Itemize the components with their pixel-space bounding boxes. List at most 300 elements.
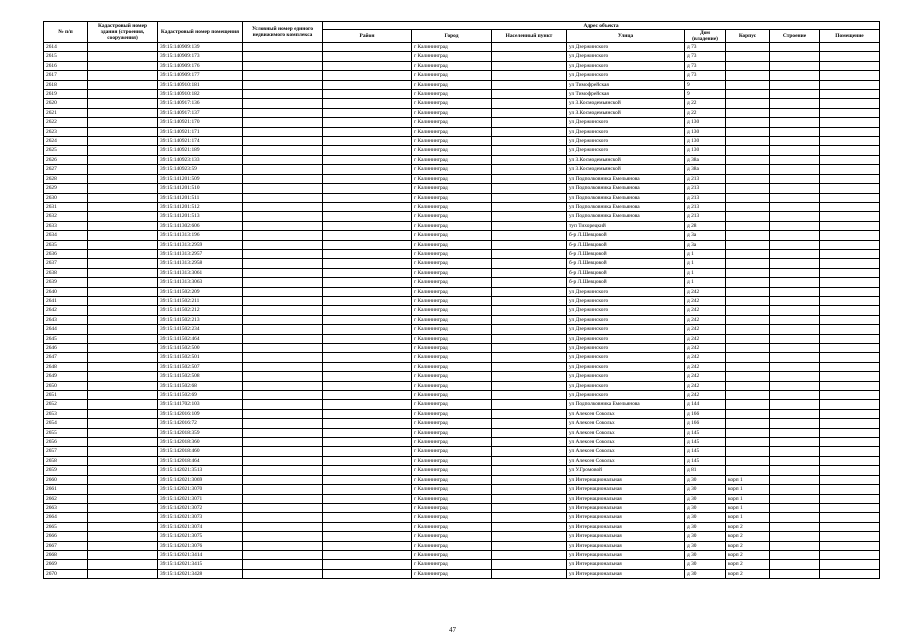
cell-city: г Калининград (412, 503, 492, 512)
cell-street: ул Дзержинского (567, 137, 685, 146)
cell-number: 2642 (44, 306, 88, 315)
cell-settlement (492, 221, 567, 230)
cell-premise-cadastral: 39:15:141302:606 (158, 221, 243, 230)
cell-stroenie (770, 372, 820, 381)
cell-room (820, 90, 880, 99)
table-row (44, 137, 880, 146)
cell-building-cadastral (88, 52, 158, 61)
cell-city: г Калининград (412, 90, 492, 99)
cell-number: 2633 (44, 221, 88, 230)
cell-conditional-number (243, 381, 323, 390)
cell-conditional-number (243, 52, 323, 61)
cell-stroenie (770, 259, 820, 268)
cell-premise-cadastral: 39:15:141502:212 (158, 306, 243, 315)
cell-street: ул Дзержинского (567, 287, 685, 296)
cell-conditional-number (243, 503, 323, 512)
cell-settlement (492, 315, 567, 324)
cell-korpus (726, 353, 770, 362)
cell-room (820, 259, 880, 268)
cell-number: 2640 (44, 287, 88, 296)
cell-city: г Калининград (412, 174, 492, 183)
cell-stroenie (770, 127, 820, 136)
cell-building-cadastral (88, 202, 158, 211)
cell-number: 2651 (44, 391, 88, 400)
cell-settlement (492, 419, 567, 428)
cell-premise-cadastral: 39:15:141502:507 (158, 362, 243, 371)
table-row (44, 362, 880, 371)
cell-city: г Калининград (412, 306, 492, 315)
cell-conditional-number (243, 485, 323, 494)
cell-premise-cadastral: 39:15:142016:72 (158, 419, 243, 428)
cell-korpus (726, 325, 770, 334)
cell-korpus (726, 137, 770, 146)
cell-building-cadastral (88, 240, 158, 249)
cell-settlement (492, 174, 567, 183)
cell-house: д 213 (685, 193, 726, 202)
cell-city: г Калининград (412, 315, 492, 324)
cell-number: 2662 (44, 494, 88, 503)
cell-street: ул Дзержинского (567, 52, 685, 61)
cell-stroenie (770, 155, 820, 164)
cell-street: ул Подполковника Емельянова (567, 174, 685, 183)
header-premise-cadastral: Кадастровый номер помещения (158, 22, 243, 43)
cell-house: д 213 (685, 212, 726, 221)
table-row (44, 202, 880, 211)
cell-district (323, 221, 412, 230)
cell-premise-cadastral: 39:15:141313:196 (158, 231, 243, 240)
cell-premise-cadastral: 39:15:142021:3075 (158, 532, 243, 541)
cell-stroenie (770, 447, 820, 456)
cell-street: ул Интернациональная (567, 569, 685, 578)
cell-district (323, 90, 412, 99)
cell-district (323, 43, 412, 52)
cell-city: г Калининград (412, 155, 492, 164)
cell-stroenie (770, 71, 820, 80)
cell-building-cadastral (88, 372, 158, 381)
cell-street: ул Дзержинского (567, 296, 685, 305)
cell-premise-cadastral: 39:15:142021:3415 (158, 560, 243, 569)
cell-street: ул Дзержинского (567, 344, 685, 353)
cell-building-cadastral (88, 344, 158, 353)
cell-room (820, 268, 880, 277)
cell-stroenie (770, 240, 820, 249)
cell-premise-cadastral: 39:15:140917:136 (158, 99, 243, 108)
cell-district (323, 108, 412, 117)
cell-settlement (492, 494, 567, 503)
cell-premise-cadastral: 39:15:142018:460 (158, 447, 243, 456)
cell-street: ул У.Громовой (567, 466, 685, 475)
cell-room (820, 287, 880, 296)
cell-room (820, 315, 880, 324)
cell-city: г Калининград (412, 43, 492, 52)
cell-district (323, 475, 412, 484)
cell-building-cadastral (88, 391, 158, 400)
cell-premise-cadastral: 39:15:142021:3071 (158, 494, 243, 503)
cell-conditional-number (243, 240, 323, 249)
cell-premise-cadastral: 39:15:140917:137 (158, 108, 243, 117)
cell-korpus (726, 240, 770, 249)
cell-conditional-number (243, 494, 323, 503)
cell-building-cadastral (88, 494, 158, 503)
cell-street: ул Подполковника Емельянова (567, 400, 685, 409)
cell-settlement (492, 146, 567, 155)
cell-number: 2656 (44, 438, 88, 447)
cell-building-cadastral (88, 296, 158, 305)
cell-number: 2616 (44, 61, 88, 70)
cell-conditional-number (243, 391, 323, 400)
cell-street: ул Подполковника Емельянова (567, 212, 685, 221)
cell-room (820, 456, 880, 465)
cell-number: 2650 (44, 381, 88, 390)
cell-district (323, 165, 412, 174)
cell-building-cadastral (88, 569, 158, 578)
cell-city: г Калининград (412, 391, 492, 400)
table-row (44, 409, 880, 418)
cell-building-cadastral (88, 165, 158, 174)
cell-stroenie (770, 400, 820, 409)
cell-korpus (726, 306, 770, 315)
cell-stroenie (770, 296, 820, 305)
cell-korpus: корп 1 (726, 485, 770, 494)
cell-district (323, 409, 412, 418)
cell-stroenie (770, 466, 820, 475)
cell-street: ул Интернациональная (567, 550, 685, 559)
cell-district (323, 485, 412, 494)
cell-korpus (726, 212, 770, 221)
header-building-cadastral: Кадастровый номер здания (строения, сооружения) (88, 22, 158, 43)
cell-street: ул Тимофрейская (567, 90, 685, 99)
cell-street: б-р Л.Шевцовой (567, 278, 685, 287)
cell-building-cadastral (88, 80, 158, 89)
cell-conditional-number (243, 287, 323, 296)
cell-building-cadastral (88, 193, 158, 202)
cell-number: 2614 (44, 43, 88, 52)
cell-number: 2639 (44, 278, 88, 287)
cell-korpus (726, 400, 770, 409)
cell-room (820, 522, 880, 531)
cell-settlement (492, 560, 567, 569)
header-settlement: Населенный пункт (492, 30, 567, 43)
cell-premise-cadastral: 39:15:142021:3513 (158, 466, 243, 475)
cell-korpus (726, 381, 770, 390)
cell-premise-cadastral: 39:15:141201:510 (158, 184, 243, 193)
cell-conditional-number (243, 174, 323, 183)
cell-street: ул Дзержинского (567, 381, 685, 390)
cell-street: ул Дзержинского (567, 334, 685, 343)
cell-building-cadastral (88, 503, 158, 512)
cell-settlement (492, 522, 567, 531)
cell-settlement (492, 43, 567, 52)
cell-stroenie (770, 174, 820, 183)
cell-korpus (726, 52, 770, 61)
cell-number: 2665 (44, 522, 88, 531)
table-row (44, 513, 880, 522)
cell-number: 2666 (44, 532, 88, 541)
cell-district (323, 137, 412, 146)
cell-korpus (726, 231, 770, 240)
cell-korpus: корп 2 (726, 550, 770, 559)
cell-house: д 22 (685, 99, 726, 108)
cell-house: д 30 (685, 569, 726, 578)
cell-conditional-number (243, 202, 323, 211)
cell-conditional-number (243, 353, 323, 362)
table-row (44, 315, 880, 324)
cell-city: г Калининград (412, 550, 492, 559)
cell-premise-cadastral: 39:15:140921:174 (158, 137, 243, 146)
cell-house: д 130 (685, 146, 726, 155)
cell-number: 2659 (44, 466, 88, 475)
cell-premise-cadastral: 39:15:141502:69 (158, 391, 243, 400)
cell-settlement (492, 503, 567, 512)
cell-korpus (726, 155, 770, 164)
cell-district (323, 494, 412, 503)
cell-conditional-number (243, 268, 323, 277)
header-korpus: Корпус (726, 30, 770, 43)
table-row (44, 268, 880, 277)
cell-premise-cadastral: 39:15:140909:139 (158, 43, 243, 52)
cell-conditional-number (243, 447, 323, 456)
cell-conditional-number (243, 43, 323, 52)
cell-stroenie (770, 202, 820, 211)
table-row (44, 52, 880, 61)
cell-korpus (726, 71, 770, 80)
cell-district (323, 240, 412, 249)
cell-house: д 242 (685, 391, 726, 400)
cell-street: ул Дзержинского (567, 372, 685, 381)
cell-city: г Калининград (412, 513, 492, 522)
cell-settlement (492, 541, 567, 550)
cell-premise-cadastral: 39:15:140909:173 (158, 52, 243, 61)
cell-street: ул Дзержинского (567, 61, 685, 70)
cell-premise-cadastral: 39:15:142018:464 (158, 456, 243, 465)
cell-city: г Калининград (412, 381, 492, 390)
cell-street: ул З.Космодемьянской (567, 108, 685, 117)
cell-city: г Калининград (412, 466, 492, 475)
cell-street: ул Алексея Сокольх (567, 438, 685, 447)
cell-stroenie (770, 184, 820, 193)
cell-premise-cadastral: 39:15:140910:181 (158, 80, 243, 89)
cell-district (323, 259, 412, 268)
cell-korpus (726, 118, 770, 127)
cell-street: б-р Л.Шевцовой (567, 231, 685, 240)
cell-street: ул Дзержинского (567, 43, 685, 52)
cell-street: ул Интернациональная (567, 503, 685, 512)
cell-room (820, 71, 880, 80)
cell-premise-cadastral: 39:15:142021:3414 (158, 550, 243, 559)
cell-street: ул 3.Космодемьянской (567, 99, 685, 108)
cell-room (820, 212, 880, 221)
cell-district (323, 391, 412, 400)
cell-number: 2615 (44, 52, 88, 61)
cell-korpus: корп 2 (726, 532, 770, 541)
table-row (44, 503, 880, 512)
cell-city: г Калининград (412, 532, 492, 541)
cell-building-cadastral (88, 400, 158, 409)
cell-number: 2668 (44, 550, 88, 559)
cell-street: б-р Л.Шевцовой (567, 259, 685, 268)
cell-stroenie (770, 137, 820, 146)
cell-settlement (492, 513, 567, 522)
cell-settlement (492, 466, 567, 475)
cell-korpus (726, 296, 770, 305)
cell-house: д 38а (685, 155, 726, 164)
cell-street: ул Алексея Сокольх (567, 447, 685, 456)
cell-number: 2644 (44, 325, 88, 334)
table-row (44, 522, 880, 531)
cell-room (820, 278, 880, 287)
cell-room (820, 174, 880, 183)
cell-room (820, 137, 880, 146)
cell-conditional-number (243, 456, 323, 465)
cell-premise-cadastral: 39:15:141201:513 (158, 212, 243, 221)
cell-stroenie (770, 325, 820, 334)
cell-city: г Калининград (412, 108, 492, 117)
cell-district (323, 550, 412, 559)
cell-korpus (726, 202, 770, 211)
cell-conditional-number (243, 513, 323, 522)
cell-house: д 30 (685, 503, 726, 512)
cell-number: 2652 (44, 400, 88, 409)
cell-house: д 166 (685, 419, 726, 428)
cell-korpus (726, 419, 770, 428)
cell-city: г Калининград (412, 353, 492, 362)
cell-street: ул Интернациональная (567, 522, 685, 531)
cell-city: г Калининград (412, 240, 492, 249)
cell-house: д 130 (685, 118, 726, 127)
cell-premise-cadastral: 39:15:141702:103 (158, 400, 243, 409)
cell-house: д 30 (685, 541, 726, 550)
cell-building-cadastral (88, 61, 158, 70)
cell-number: 2647 (44, 353, 88, 362)
cell-room (820, 306, 880, 315)
table-row (44, 560, 880, 569)
cell-settlement (492, 118, 567, 127)
cell-building-cadastral (88, 278, 158, 287)
cell-city: г Калининград (412, 52, 492, 61)
cell-conditional-number (243, 438, 323, 447)
cell-korpus (726, 43, 770, 52)
cell-district (323, 400, 412, 409)
cell-building-cadastral (88, 550, 158, 559)
cell-building-cadastral (88, 268, 158, 277)
cell-city: г Калининград (412, 494, 492, 503)
cell-city: г Калининград (412, 127, 492, 136)
cell-house: д 213 (685, 174, 726, 183)
cell-korpus (726, 268, 770, 277)
cell-stroenie (770, 52, 820, 61)
cell-district (323, 353, 412, 362)
cell-stroenie (770, 80, 820, 89)
cell-building-cadastral (88, 287, 158, 296)
cell-district (323, 202, 412, 211)
cell-room (820, 550, 880, 559)
cell-street: ул Интернациональная (567, 494, 685, 503)
table-row (44, 221, 880, 230)
cell-premise-cadastral: 39:15:141201:512 (158, 202, 243, 211)
cell-building-cadastral (88, 249, 158, 258)
table-header (44, 22, 880, 43)
cell-building-cadastral (88, 315, 158, 324)
table-row (44, 541, 880, 550)
header-stroenie: Строение (770, 30, 820, 43)
cell-room (820, 52, 880, 61)
cell-street: ул Интернациональная (567, 560, 685, 569)
cell-city: г Калининград (412, 259, 492, 268)
cell-korpus (726, 391, 770, 400)
cell-settlement (492, 362, 567, 371)
table-row (44, 296, 880, 305)
cell-street: б-р Л.Шевцовой (567, 240, 685, 249)
cell-korpus (726, 438, 770, 447)
cell-room (820, 296, 880, 305)
table-row (44, 90, 880, 99)
cell-number: 2624 (44, 137, 88, 146)
cell-room (820, 231, 880, 240)
cell-number: 2660 (44, 475, 88, 484)
cell-settlement (492, 165, 567, 174)
cell-city: г Калининград (412, 569, 492, 578)
cell-district (323, 99, 412, 108)
cell-premise-cadastral: 39:15:141502:234 (158, 325, 243, 334)
table-row (44, 428, 880, 437)
cell-stroenie (770, 146, 820, 155)
table-row (44, 381, 880, 390)
table-row (44, 447, 880, 456)
cell-room (820, 485, 880, 494)
cell-number: 2648 (44, 362, 88, 371)
cell-korpus (726, 278, 770, 287)
cell-conditional-number (243, 99, 323, 108)
cell-settlement (492, 391, 567, 400)
cell-city: г Калининград (412, 325, 492, 334)
cell-number: 2629 (44, 184, 88, 193)
cell-street: ул Алексея Сокольх (567, 456, 685, 465)
cell-house: д 28 (685, 221, 726, 230)
header-room: Помещение (820, 30, 880, 43)
cell-settlement (492, 569, 567, 578)
cell-korpus (726, 344, 770, 353)
cell-room (820, 240, 880, 249)
cell-stroenie (770, 560, 820, 569)
table-row (44, 466, 880, 475)
cell-settlement (492, 249, 567, 258)
cell-street: ул Дзержинского (567, 362, 685, 371)
cell-premise-cadastral: 39:15:140909:176 (158, 61, 243, 70)
cell-district (323, 52, 412, 61)
cell-korpus (726, 315, 770, 324)
cell-settlement (492, 334, 567, 343)
cell-number: 2667 (44, 541, 88, 550)
cell-building-cadastral (88, 221, 158, 230)
cell-city: г Калининград (412, 362, 492, 371)
cell-room (820, 184, 880, 193)
cell-stroenie (770, 419, 820, 428)
cell-building-cadastral (88, 174, 158, 183)
cell-district (323, 381, 412, 390)
cell-stroenie (770, 494, 820, 503)
cell-house: д 242 (685, 306, 726, 315)
cell-number: 2630 (44, 193, 88, 202)
cell-room (820, 325, 880, 334)
table-row (44, 127, 880, 136)
cell-conditional-number (243, 165, 323, 174)
cell-stroenie (770, 522, 820, 531)
cell-premise-cadastral: 39:15:142021:3073 (158, 513, 243, 522)
cell-house: д 145 (685, 456, 726, 465)
cell-conditional-number (243, 71, 323, 80)
cell-district (323, 315, 412, 324)
table-row (44, 184, 880, 193)
